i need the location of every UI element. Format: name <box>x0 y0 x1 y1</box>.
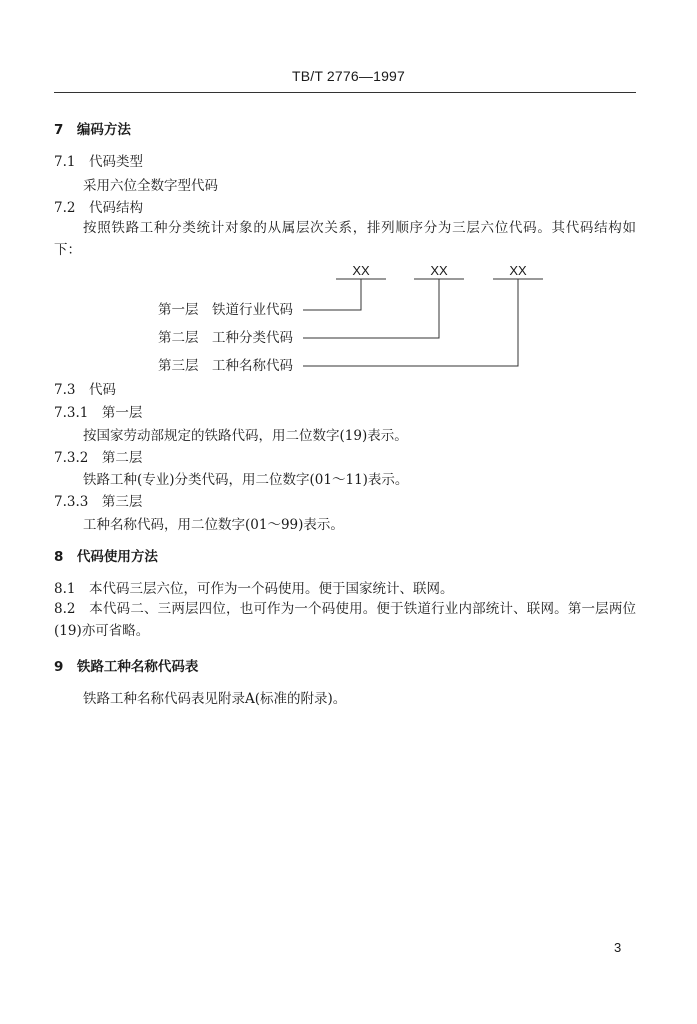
connector-level2 <box>303 279 439 338</box>
section-7-2-heading: 7.2 代码结构 <box>54 200 143 216</box>
connector-level3 <box>303 279 518 366</box>
code-xx-level1: XX <box>352 263 370 278</box>
section-9-heading: 9 铁路工种名称代码表 <box>54 659 199 675</box>
section-7-heading: 7 编码方法 <box>54 122 131 138</box>
section-7-3-1-heading: 7.3.1 第一层 <box>54 405 143 421</box>
connector-level1 <box>303 279 361 310</box>
section-7-1-heading: 7.1 代码类型 <box>54 154 143 170</box>
section-7-3-1-body: 按国家劳动部规定的铁路代码，用二位数字(19)表示。 <box>83 428 408 444</box>
section-9-body: 铁路工种名称代码表见附录A(标准的附录)。 <box>83 691 347 707</box>
section-7-1-body: 采用六位全数字型代码 <box>83 178 218 194</box>
section-7-3-heading: 7.3 代码 <box>54 382 116 398</box>
header-rule <box>54 92 636 93</box>
diagram-level2-label: 第二层 工种分类代码 <box>158 330 293 346</box>
diagram-level3-label: 第三层 工种名称代码 <box>158 358 293 374</box>
section-7-2-body: 按照铁路工种分类统计对象的从属层次关系，排列顺序分为三层六位代码。其代码结构如下： <box>54 220 636 258</box>
section-8-heading: 8 代码使用方法 <box>54 549 158 565</box>
code-xx-level2: XX <box>430 263 448 278</box>
page-number: 3 <box>614 940 622 955</box>
code-xx-level3: XX <box>509 263 527 278</box>
page-header: TB/T 2776—1997 <box>291 68 406 84</box>
section-7-3-3-body: 工种名称代码，用二位数字(01～99)表示。 <box>83 517 344 533</box>
section-7-3-2-heading: 7.3.2 第二层 <box>54 450 143 466</box>
diagram-level1-label: 第一层 铁道行业代码 <box>158 302 293 318</box>
section-7-3-3-heading: 7.3.3 第三层 <box>54 494 143 510</box>
section-8-2-body: 8.2 本代码二、三两层四位，也可作为一个码使用。便于铁道行业内部统计、联网。第一层两位(19)亦可省略。 <box>54 601 636 639</box>
section-7-3-2-body: 铁路工种(专业)分类代码，用二位数字(01～11)表示。 <box>83 472 409 488</box>
section-8-1-body: 8.1 本代码三层六位，可作为一个码使用。便于国家统计、联网。 <box>54 581 454 597</box>
